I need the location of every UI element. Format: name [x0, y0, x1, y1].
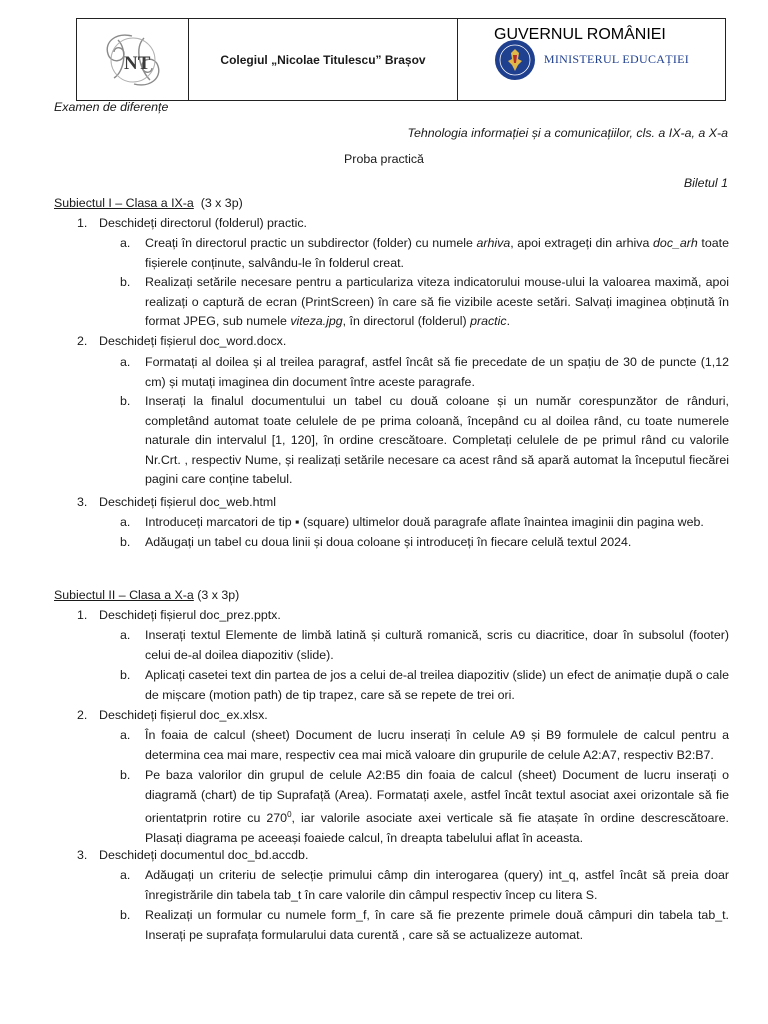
school-logo	[94, 28, 172, 92]
s1-item-1-number: 1.	[77, 216, 88, 230]
folder-name-arhiva: arhiva	[476, 236, 511, 250]
ministry-name: MINISTERUL EDUCAȚIEI	[543, 52, 690, 66]
s1-item-1a-label: a.	[120, 236, 131, 250]
ministry-cell	[458, 19, 725, 100]
s1-item-1a-text: Creați în directorul practic un subdirector (folder) cu numele arhiva, apoi extrageți din arhiva doc_arh toate fișierele conținute, salvându-le în folderul creat.	[145, 236, 729, 270]
s2-item-3a-label: a.	[120, 868, 131, 882]
s1-item-1b-text: Realizați setările necesare pentru a particulariza viteza indicatorului mouse-ului la valoarea maximă, apoi realizați o captură de ecran (PrintScreen) în care să fie vizibile aceste setări. Salvați imaginea obținută în format JPEG, sub numele viteza.jpg, în directorul (folderul) practic.	[145, 275, 729, 329]
s1-item-1b-label: b.	[120, 275, 131, 289]
s2-item-2a-text: În foaia de calcul (sheet) Document de lucru inserați în celule A9 și B9 formulele de calcul pentru a determina cea mai mare, respectiv cea mai mică valoare din grupurile de celule A2:A7, respectiv B2:B7.	[145, 728, 729, 762]
s1-item-2b-label: b.	[120, 394, 131, 408]
s2-item-2a-label: a.	[120, 728, 131, 742]
exam-type: Examen de diferențe	[54, 100, 169, 114]
file-name-viteza: viteza.jpg	[290, 314, 343, 329]
header-table	[76, 18, 726, 101]
s2-item-1-text: Deschideți fișierul doc_prez.pptx.	[99, 608, 281, 622]
s2-item-3-text: Deschideți documentul doc_bd.accdb.	[99, 848, 309, 862]
s1-item-3a-label: a.	[120, 515, 131, 529]
s2-item-3a-text: Adăugați un criteriu de selecție primului câmp din interogarea (query) int_q, astfel încât să preia doar înregistrările din tabela tab_t în care valorile din câmpul respectiv încep cu litera S.	[145, 868, 729, 902]
s1-item-1-text: Deschideți directorul (folderul) practic.	[99, 216, 307, 230]
s2-item-3-number: 3.	[77, 848, 88, 862]
archive-name-doc-arh: doc_arh	[653, 236, 698, 250]
school-name: Colegiul „Nicolae Titulescu” Brașov	[220, 52, 426, 67]
s2-item-3b-text: Realizați un formular cu numele form_f, în care să fie prezente primele două câmpuri din tabela tab_t. Inserați pe suprafața formularului data curentă , care să se actualizeze automat.	[145, 908, 729, 942]
school-logo-cell	[77, 19, 189, 100]
ministry-seal-text: GUVERNUL ROMÂNIEI	[493, 25, 666, 43]
section-2-title: Subiectul II – Clasa a X-a	[54, 588, 194, 602]
s1-item-2-text: Deschideți fișierul doc_word.docx.	[99, 334, 287, 348]
proba-title: Proba practică	[344, 152, 424, 166]
section-2-heading	[54, 586, 239, 606]
s1-item-2a-label: a.	[120, 355, 131, 369]
school-name-cell	[189, 19, 458, 100]
degree-superscript: 0	[287, 810, 292, 820]
s2-item-1a-text: Inserați textul Elemente de limbă latină și cultură romanică, scris cu diacritice, doar în subsolul (footer) celui de-al doilea diapozitiv (slide).	[145, 628, 729, 662]
section-1-heading	[54, 194, 243, 214]
s1-item-2-number: 2.	[77, 334, 88, 348]
s1-item-3b-text: Adăugați un tabel cu doua linii și doua coloane și introduceți în fiecare celulă textul 2024.	[145, 535, 632, 549]
s1-item-3-text: Deschideți fișierul doc_web.html	[99, 495, 276, 509]
s1-item-2a-text: Formatați al doilea și al treilea paragraf, astfel încât să fie precedate de un spațiu de 30 de puncte (1,12 cm) și mutați imaginea din document între aceste paragrafe.	[145, 355, 729, 389]
section-1-title: Subiectul I – Clasa a IX-a	[54, 196, 194, 210]
s2-item-2b-text: Pe baza valorilor din grupul de celule A2:B5 din foaia de calcul (sheet) Document de lucru inserați o diagramă (chart) de tip Suprafață (Area). Formatați axele, astfel încât textul asociat axei orizontale să fie orientatprin rotire cu $270^0$, iar valorile asociate axei verticale să fie atașate în ordine descrescătoare. Plasați diagrama pe aceeași foaiede calcul, în dreapta tabelului aflat în aceasta.	[145, 768, 730, 845]
folder-name-practic: practic	[470, 314, 507, 329]
s2-item-2-number: 2.	[77, 708, 88, 722]
s2-item-3b-label: b.	[120, 908, 131, 922]
s2-item-2b-label: b.	[120, 768, 131, 782]
s2-item-1-number: 1.	[77, 608, 88, 622]
subject-line: Tehnologia informației și a comunicațiilor, cls. a IX-a, a X-a	[407, 126, 728, 140]
s1-item-3a-text: Introduceți marcatori de tip ▪ (square) ultimelor două paragrafe aflate înaintea imaginii din pagina web.	[145, 515, 704, 529]
s1-item-3b-label: b.	[120, 535, 131, 549]
s2-item-2-text: Deschideți fișierul doc_ex.xlsx.	[99, 708, 268, 722]
bilet-number: Biletul 1	[683, 176, 728, 190]
school-logo-text: NT	[123, 52, 150, 74]
s2-item-1b-label: b.	[120, 668, 131, 682]
s2-item-1b-text: Aplicați casetei text din partea de jos a celui de-al treilea diapozitiv (slide) un efect de animație după o cale de mișcare (motion path) de tip trapez, care să se repete de trei ori.	[145, 668, 729, 702]
ministry-logo	[493, 25, 690, 81]
section-2-points: (3 x 3p)	[197, 588, 240, 602]
section-1-points: (3 x 3p)	[200, 196, 243, 210]
s1-item-3-number: 3.	[77, 495, 88, 509]
s1-item-2b-text: Inserați la finalul documentului un tabel cu două coloane și un număr corespunzător de rânduri, completând automat toate celulele de pe prima coloană, începând cu al doilea rând, cu toate numerele naturale din intervalul [1, 120], în ordine crescătoare. Completați celulele de pe primul rând cu valorile Nr.Crt. , respectiv Nume, și realizați setările necesare ca acest rând să apară automat la începutul fiecărei pagini care conține tabelul.	[145, 394, 729, 487]
s2-item-1a-label: a.	[120, 628, 131, 642]
